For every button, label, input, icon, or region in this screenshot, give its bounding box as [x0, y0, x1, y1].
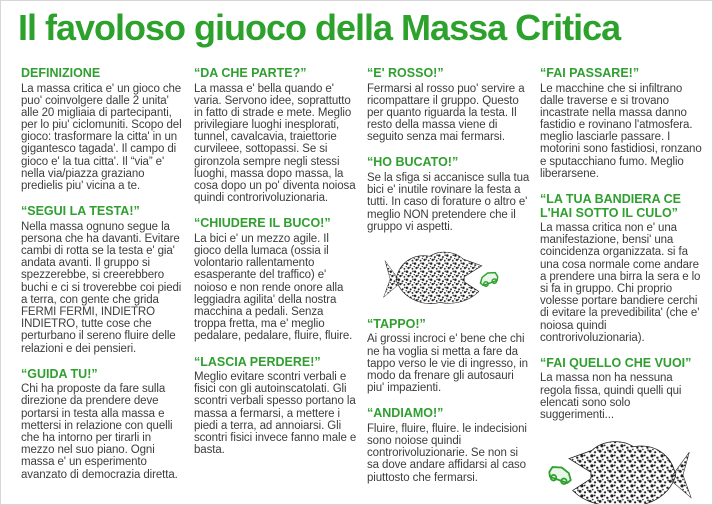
section-body: La bici e' un mezzo agile. Il gioco della lumaca (ossia il volontario rallentamento esasperante del traffico) e' noioso e non rende onore alla leggiadra agilita' della nostra macchina a pedali. Senza troppa fretta, ma e' meglio pedalare, pedalare, fluire, fluire. — [194, 232, 353, 343]
section-ho-bucato — [367, 156, 531, 232]
section-heading: “CHIUDERE IL BUCO!” — [194, 216, 331, 231]
green-car-icon — [547, 465, 573, 486]
column-1 — [21, 67, 185, 505]
column-4 — [540, 67, 704, 505]
section-da-che-parte — [194, 67, 358, 204]
section-heading: “FAI QUELLO CHE VUOI” — [540, 355, 692, 370]
columns-container — [21, 67, 704, 505]
section-heading: “ANDIAMO!” — [367, 406, 444, 421]
section-heading: “HO BUCATO!” — [367, 155, 459, 170]
section-heading: “SEGUI LA TESTA!” — [21, 204, 140, 219]
column-2 — [194, 67, 358, 505]
section-heading: “LA TUA BANDIERA CE L'HAI SOTTO IL CULO” — [540, 192, 681, 220]
section-body: La massa critica e' un gioco che puo' coinvolgere dalle 2 unita' alle 20 migliaia di partecipanti, per lo piu' ciclomuniti. Scopo del gioco: trasformare la citta' in un gigantesco tagada'. Il campo di gioco e' la tua citta'. Il “via” e' nella via/piazza graziano predielis piu' vicina a te. — [21, 82, 182, 192]
section-body: La massa non ha nessuna regola fissa, quindi quelli qui elencati sono solo suggerimenti... — [540, 372, 682, 421]
section-segui-la-testa — [21, 205, 185, 355]
section-la-tua-bandiera — [540, 193, 704, 344]
section-body: Nella massa ognuno segue la persona che ha davanti. Evitare cambi di rotta se la testa e' gia' andata avanti. Il gruppo si spezzerebbe, si creerebbero buchi e ci si troverebbe coi piedi a terra, con gente che grida FERMI FERMI, INDIETRO INDIETRO, tutte cose che perturbano il sereno fluire delle relazioni e dei pensieri. — [21, 220, 182, 355]
section-heading: DEFINIZIONE — [21, 66, 101, 80]
green-car-icon — [478, 271, 499, 288]
section-body: Meglio evitare scontri verbali e fisici con gli autoinscatolati. Gli scontri verbali spesso portano la massa a fermarsi, a mettere i piedi a terra, ad annoiarsi. Gli scontri fisici invece fanno male e basta. — [194, 371, 357, 457]
section-guida-tu — [21, 368, 185, 481]
section-e-rosso — [367, 67, 531, 143]
section-definizione — [21, 67, 185, 192]
section-heading: “TAPPO!” — [367, 316, 426, 331]
bike-swarm-fish-eating-car-icon — [381, 246, 499, 312]
section-lascia-perdere — [194, 356, 358, 457]
section-body: Le macchine che si infiltrano dalle traverse e si trovano incastrate nella massa danno fastidio e rovinano l'atmosfera. meglio lasciarle passare. I motorini sono fastidiosi, ronzano e sputacchiano fumo. Meglio liberarsene. — [540, 82, 702, 180]
section-fai-quello-che-vuoi — [540, 357, 704, 421]
section-body: La massa e' bella quando e' varia. Servono idee, soprattutto in fatto di strade e mete. Meglio privilegiare luoghi inesplorati, tunnel, cavalcavia, traiettorie curvileee, sottopassi. Se si gironzola sempre negli stessi luoghi, massa dopo massa, la cosa dopo un po' diventa noiosa quindi controrivoluzionaria. — [194, 82, 356, 205]
section-body: Se la sfiga si accanisce sulla tua bici e' inutile rovinare la festa a tutti. In caso di forature o altro e' meglio NON pretendere che il gruppo vi aspetti. — [367, 171, 530, 233]
section-tappo — [367, 318, 531, 394]
section-andiamo — [367, 407, 531, 483]
section-body: Fluire, fluire, fluire. le indecisioni sono noiose quindi controrivoluzionarie. Se non si sa dove andare affidarsi al caso piuttosto che fermarsi. — [367, 422, 527, 484]
section-heading: “LASCIA PERDERE!” — [194, 354, 321, 369]
page-title: Il favoloso giuoco della Massa Critica — [18, 7, 621, 48]
section-body: Fermarsi al rosso puo' servire a ricompattare il gruppo. Questo per quanto riguarda la testa. Il resto della massa viene di seguito senza mai fermarsi. — [367, 82, 525, 144]
section-body: Chi ha proposte da fare sulla direzione da prendere deve portarsi in testa alla massa e mettersi in relazione con quelli che ha intorno per tirarli in mezzo nel suo piano. Ogni massa e' un esperimento avanzato di democrazia diretta. — [21, 383, 178, 481]
section-heading: “GUIDA TU!” — [21, 366, 98, 381]
section-heading: “DA CHE PARTE?” — [194, 66, 307, 80]
bike-swarm-fish-eating-car-icon — [546, 434, 696, 505]
section-body: La massa critica non e' una manifestazione, bensi' una coincidenza organizzata. si fa una cosa normale come andare a prendere una birra la sera e lo si fa in gruppo. Chi proprio volesse portare bandiere cerchi di evitare la prevedibilita' (che e' noiosa quindi controrivoluzionaria). — [540, 222, 701, 344]
section-heading: “E' ROSSO!” — [367, 66, 444, 80]
section-chiudere-il-buco — [194, 217, 358, 342]
column-3 — [367, 67, 531, 505]
section-heading: “FAI PASSARE!” — [540, 66, 640, 80]
section-body: Ai grossi incroci e' bene che chi ne ha voglia si metta a fare da tappo verso le vie di ingresso, in modo da frenare gli autosauri piu' impazienti. — [367, 333, 528, 395]
section-fai-passare — [540, 67, 704, 180]
